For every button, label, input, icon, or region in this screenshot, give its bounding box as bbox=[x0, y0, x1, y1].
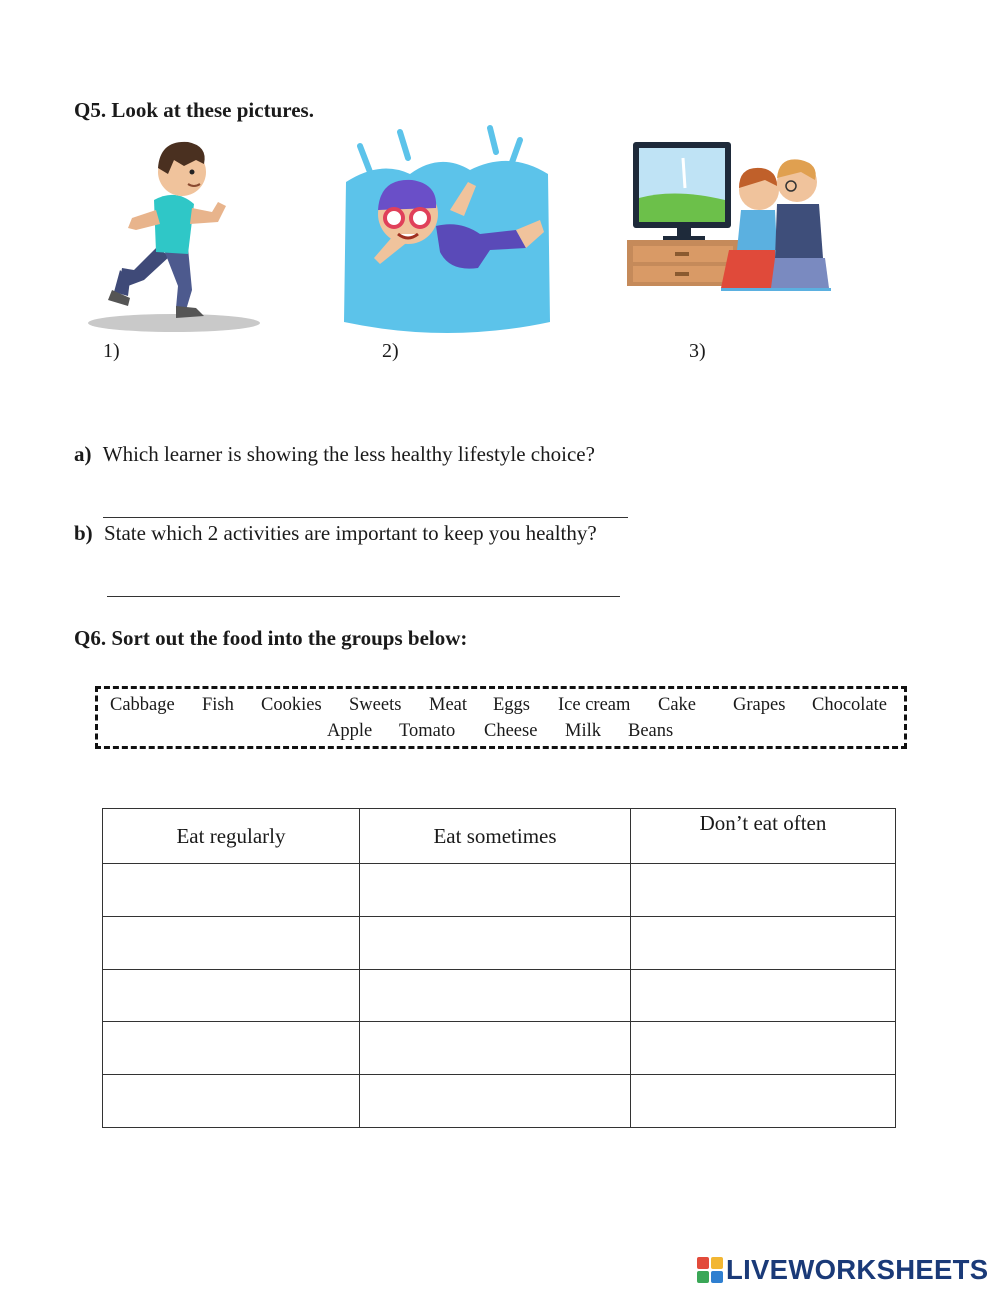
column-header: Eat sometimes bbox=[360, 809, 631, 864]
word-item: Ice cream bbox=[558, 695, 631, 715]
question-a bbox=[74, 442, 595, 467]
question-b-text: State which 2 activities are important to keep you healthy? bbox=[103, 521, 597, 545]
answer-a-line[interactable] bbox=[103, 517, 628, 518]
word-bank-box bbox=[95, 686, 907, 749]
word-item: Apple bbox=[327, 721, 373, 741]
picture-2-number: 2) bbox=[382, 340, 399, 362]
table-row bbox=[103, 916, 896, 969]
answer-b-line[interactable] bbox=[107, 596, 620, 597]
answer-cell[interactable] bbox=[360, 864, 631, 917]
word-item: Grapes bbox=[733, 695, 786, 715]
word-item: Cheese bbox=[484, 721, 538, 741]
q5-title: Q5. Look at these pictures. bbox=[74, 98, 314, 122]
picture-3-number: 3) bbox=[689, 340, 706, 362]
word-item: Cabbage bbox=[110, 695, 175, 715]
answer-cell[interactable] bbox=[360, 969, 631, 1022]
table-row bbox=[103, 1022, 896, 1075]
word-item: Milk bbox=[565, 721, 601, 741]
question-b bbox=[74, 521, 597, 546]
word-item: Chocolate bbox=[812, 695, 888, 715]
brand-name: LIVEWORKSHEETS bbox=[726, 1254, 989, 1285]
column-header: Eat regularly bbox=[103, 809, 360, 864]
word-item: Cake bbox=[658, 695, 697, 715]
sorting-table bbox=[102, 808, 896, 1128]
answer-cell[interactable] bbox=[360, 1075, 631, 1128]
answer-cell[interactable] bbox=[103, 1022, 360, 1075]
answer-cell[interactable] bbox=[631, 1022, 896, 1075]
blocks-icon bbox=[697, 1257, 723, 1283]
picture-1-number: 1) bbox=[103, 340, 120, 362]
answer-cell[interactable] bbox=[631, 969, 896, 1022]
word-item: Eggs bbox=[493, 695, 530, 715]
word-item: Beans bbox=[628, 721, 674, 741]
word-item: Cookies bbox=[261, 695, 322, 715]
answer-cell[interactable] bbox=[103, 969, 360, 1022]
answer-cell[interactable] bbox=[103, 1075, 360, 1128]
word-item: Tomato bbox=[399, 721, 456, 741]
column-header: Don’t eat often bbox=[631, 809, 896, 864]
table-row bbox=[103, 1075, 896, 1128]
answer-cell[interactable] bbox=[631, 864, 896, 917]
watching-tv-icon bbox=[625, 138, 835, 298]
q6-title: Q6. Sort out the food into the groups below: bbox=[74, 626, 468, 650]
liveworksheets-logo bbox=[697, 1253, 988, 1287]
swimming-girl-icon bbox=[340, 122, 555, 337]
question-a-letter: a) bbox=[74, 442, 92, 466]
answer-cell[interactable] bbox=[631, 1075, 896, 1128]
word-item: Sweets bbox=[349, 695, 402, 715]
answer-cell[interactable] bbox=[631, 916, 896, 969]
answer-cell[interactable] bbox=[103, 864, 360, 917]
answer-cell[interactable] bbox=[103, 916, 360, 969]
answer-cell[interactable] bbox=[360, 916, 631, 969]
word-item: Meat bbox=[429, 695, 468, 715]
running-boy-icon bbox=[84, 130, 266, 335]
table-row bbox=[103, 864, 896, 917]
answer-cell[interactable] bbox=[360, 1022, 631, 1075]
table-row bbox=[103, 969, 896, 1022]
question-a-text: Which learner is showing the less healthy lifestyle choice? bbox=[102, 442, 595, 466]
question-b-letter: b) bbox=[74, 521, 93, 545]
word-item: Fish bbox=[202, 695, 234, 715]
